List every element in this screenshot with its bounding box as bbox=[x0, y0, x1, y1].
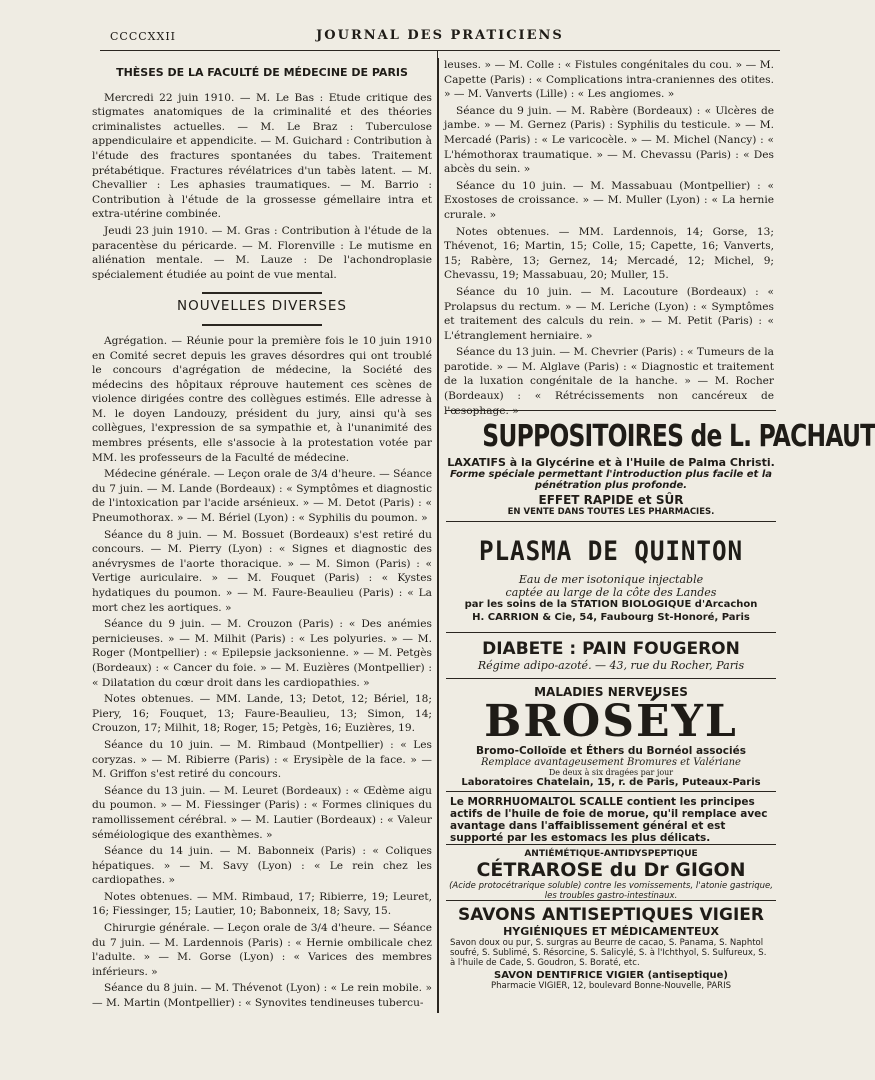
right-paragraph-5: Séance du 10 juin. — M. Lacouture (Bordeaux) : « Prolapsus du rectum. » — M. Leriche (Lyon) : « Symptômes et traitement des calculs du rein. » — M. Petit (Paris) : « L'étranglement herniaire. » bbox=[444, 285, 774, 342]
news-paragraph-1: Agrégation. — Réunie pour la première fois le 10 juin 1910 en Comité secret depuis les graves désordres qui ont troublé le concours d'agrégation de médecine, la Société des médecins des hôpitaux réprouve hautement ces scènes de violence dirigées contre des collègues estimés. Elle adresse à M. le doyen Landouzy, président du jury, ainsi qu'à ses collègues, l'expression de sa sympathie et, à l'unanimité des membres présents, elle s'associe à la protestation votée par MM. les professeurs de la Faculté de médecine. bbox=[92, 334, 432, 464]
right-paragraph-3: Séance du 10 juin. — M. Massabuau (Montpellier) : « Exostoses de croissance. » — M. Muller (Lyon) : « La hernie crurale. » bbox=[444, 179, 774, 221]
ad-vigier-title: SAVONS ANTISEPTIQUES VIGIER bbox=[458, 905, 764, 925]
ad-broseyl-l1: MALADIES NERVEUSES bbox=[534, 685, 688, 699]
column-divider bbox=[437, 58, 439, 1013]
ad-pachaut-vente: EN VENTE DANS TOUTES LES PHARMACIES. bbox=[507, 507, 715, 517]
right-column bbox=[444, 58, 774, 417]
ad-cetrarose-l2: (Acide protocétrarique soluble) contre les vomissements, l'atonie gastrique, les troubles gastro-intestinaux. bbox=[449, 881, 773, 901]
news-paragraph-6: Séance du 10 juin. — M. Rimbaud (Montpellier) : « Les coryzas. » — M. Ribierre (Paris) : « Erysipèle de la face. » — M. Griffon s'est retiré du concours. bbox=[92, 738, 432, 781]
theses-paragraph-2: Jeudi 23 juin 1910. — M. Gras : Contribution à l'étude de la paracentèse du péricarde. — M. Florenville : Le mutisme en aliénation mentale. — M. Lauze : De l'achondroplasie spécialement étudiée au point de vue mental. bbox=[92, 224, 432, 281]
ad-pachaut-effet: EFFET RAPIDE et SÛR bbox=[538, 493, 684, 507]
ad-cetrarose bbox=[446, 844, 776, 900]
ad-pachaut-title: SUPPOSITOIRES de L. PACHAUT bbox=[482, 419, 875, 454]
ad-vigier-l2: Savon doux ou pur, S. surgras au Beurre de cacao, S. Panama, S. Naphtol soufré, S. Sublimé, S. Résorcine, S. Salicylé, S. à l'Ichthyol, S. Sulfureux, S. à l'huile de Cade, S. Goudron, S. Boraté, etc. bbox=[450, 938, 767, 968]
ad-morrhuomaltol bbox=[446, 791, 776, 844]
nouvelles-title: NOUVELLES DIVERSES bbox=[177, 298, 347, 315]
ad-pachaut-sub: Forme spéciale permettant l'introduction plus facile et la pénétration plus profonde. bbox=[450, 469, 772, 491]
journal-title: JOURNAL DES PRATICIENS bbox=[316, 28, 564, 43]
left-column bbox=[92, 58, 432, 1040]
ad-vigier-l4: Pharmacie VIGIER, 12, boulevard Bonne-Nouvelle, PARIS bbox=[491, 981, 731, 991]
right-paragraph-6: Séance du 13 juin. — M. Chevrier (Paris) : « Tumeurs de la parotide. » — M. Alglave (Paris) : « Diagnostic et traitement de la luxation congénitale de la hanche. » — M. Rocher (Bordeaux) : « Rétrécissements non cancéreux de l'œsophage. » bbox=[444, 346, 774, 417]
news-paragraph-10: Chirurgie générale. — Leçon orale de 3/4 d'heure. — Séance du 7 juin. — M. Lardennois (Paris) : « Hernie ombilicale chez l'adulte. » — M. Gorse (Lyon) : « Varices des membres inférieurs. » bbox=[92, 922, 432, 978]
ad-broseyl-l4: De deux à six dragées par jour bbox=[548, 768, 674, 777]
right-paragraph-1: leuses. » — M. Colle : « Fistules congénitales du cou. » — M. Capette (Paris) : « Complications intra-craniennes des otites. » — M. Vanverts (Lille) : « Les angiomes. » bbox=[444, 59, 774, 101]
ad-broseyl-title: BROSÉYL bbox=[484, 696, 738, 747]
page-number: CCCCXXII bbox=[110, 30, 177, 43]
ad-fougeron-title: DIABETE : PAIN FOUGERON bbox=[482, 639, 740, 659]
ad-broseyl bbox=[446, 678, 776, 791]
ad-broseyl-l2: Bromo-Colloïde et Éthers du Bornéol associés bbox=[476, 745, 746, 757]
ad-pachaut bbox=[446, 410, 875, 521]
ad-morrhuomaltol-text: Le MORRHUOMALTOL SCALLE contient les principes actifs de l'huile de foie de morue, qu'il remplace avec avantage dans l'affaiblissement général et est supporté par les estomacs les plus délicats. bbox=[450, 796, 768, 844]
ad-broseyl-l5: Laboratoires Chatelain, 15, r. de Paris, Puteaux-Paris bbox=[461, 777, 761, 788]
ad-fougeron bbox=[446, 632, 776, 678]
column-divider-top bbox=[437, 50, 438, 58]
ad-quinton bbox=[446, 521, 776, 632]
title-underline bbox=[202, 324, 322, 326]
ad-cetrarose-l1: ANTIÉMÉTIQUE-ANTIDYSPEPTIQUE bbox=[524, 849, 698, 859]
ad-vigier-l3: SAVON DENTIFRICE VIGIER (antiseptique) bbox=[494, 970, 728, 981]
ad-cetrarose-title: CÉTRAROSE du Dr GIGON bbox=[476, 859, 746, 881]
ad-quinton-l4: H. CARRION & Cie, 54, Faubourg St-Honoré, Paris bbox=[472, 612, 750, 623]
ad-quinton-l2: captée au large de la côte des Landes bbox=[505, 586, 717, 599]
ad-vigier-l1: HYGIÉNIQUES ET MÉDICAMENTEUX bbox=[503, 925, 719, 938]
news-paragraph-11: Séance du 8 juin. — M. Thévenot (Lyon) : « Le rein mobile. » — M. Martin (Montpellier) : « Synovites tendineuses tubercu- bbox=[92, 982, 432, 1010]
nouvelles-title-block bbox=[177, 292, 347, 315]
ad-vigier bbox=[446, 900, 776, 1001]
theses-paragraph-1: Mercredi 22 juin 1910. — M. Le Bas : Etude critique des stigmates anatomiques de la criminalité et des théories criminalistes actuelles. — M. Le Braz : Tuberculose appendiculaire et appendicite. — M. Guichard : Contribution à l'étude des fractures spontanées du tabes. Traitement prétabétique. Fractures révélatrices d'un tabès latent. — M. Chevallier : Les aphasies traumatiques. — M. Barrio : Contribution à l'étude de la grossesse gémellaire intra et extra-utérine combinée. bbox=[92, 91, 432, 221]
news-paragraph-8: Séance du 14 juin. — M. Babonneix (Paris) : « Coliques hépatiques. » — M. Savy (Lyon) : « Le rein chez les cardiopathes. » bbox=[92, 845, 432, 887]
news-paragraph-9: Notes obtenues. — MM. Rimbaud, 17; Ribierre, 19; Leuret, 16; Fiessinger, 15; Lautier, 10; Babonneix, 18; Savy, 15. bbox=[92, 890, 432, 918]
right-paragraph-2: Séance du 9 juin. — M. Rabère (Bordeaux) : « Ulcères de jambe. » — M. Gernez (Paris) : Syphilis du testicule. » — M. Mercadé (Paris) : « Le varicocèle. » — M. Michel (Nancy) : « L'hémothorax traumatique. » — M. Chevassu (Paris) : « Des abcès du sein. » bbox=[444, 104, 774, 176]
news-paragraph-4: Séance du 9 juin. — M. Crouzon (Paris) : « Des anémies pernicieuses. » — M. Milhit (Paris) : « Les polyuries. » — M. Roger (Montpellier) : « Epilepsie jacksonienne. » — M. Petgès (Bordeaux) : « Cancer du foie. » — M. Euzières (Montpellier) : « Dilatation du cœur droit dans les cardiopathies. » bbox=[92, 618, 432, 689]
right-paragraph-4: Notes obtenues. — MM. Lardennois, 14; Gorse, 13; Thévenot, 16; Martin, 15; Colle, 15; Capette, 16; Vanverts, 15; Rabère, 13; Gernez, 14; Mercadé, 12; Michel, 9; Chevassu, 19; Massabuau, 20; Muller, 15. bbox=[444, 225, 774, 282]
ad-quinton-l3: par les soins de la STATION BIOLOGIQUE d'Arcachon bbox=[464, 599, 758, 610]
ad-quinton-l1: Eau de mer isotonique injectable bbox=[518, 573, 704, 586]
advertisements bbox=[446, 410, 875, 1001]
ad-fougeron-l1: Régime adipo-azoté. — 43, rue du Rocher, Paris bbox=[477, 659, 745, 672]
theses-title: THÈSES DE LA FACULTÉ DE MÉDECINE DE PARIS bbox=[116, 66, 408, 79]
ad-broseyl-l3: Remplace avantageusement Bromures et Valériane bbox=[481, 757, 741, 768]
news-paragraph-2: Médecine générale. — Leçon orale de 3/4 d'heure. — Séance du 7 juin. — M. Lande (Bordeaux) : « Symptômes et diagnostic de l'intoxication par l'acide arsénieux. » — M. Detot (Paris) : « Pneumothorax. » — M. Bériel (Lyon) : « Syphilis du poumon. » bbox=[92, 468, 432, 525]
ad-quinton-title: PLASMA DE QUINTON bbox=[478, 536, 744, 567]
page-header bbox=[100, 28, 780, 51]
news-paragraph-3: Séance du 8 juin. — M. Bossuet (Bordeaux) s'est retiré du concours. — M. Pierry (Lyon) : « Signes et diagnostic des anévrysmes de l'aorte thoracique. » — M. Simon (Paris) : « Vertige auriculaire. » — M. Fouquet (Paris) : « Kystes hydatiques du poumon. » — M. Faure-Beaulieu (Paris) : « La mort chez les aortiques. » bbox=[92, 528, 432, 614]
news-paragraph-7: Séance du 13 juin. — M. Leuret (Bordeaux) : « Œdème aigu du poumon. » — M. Fiessinger (Paris) : « Formes cliniques du ramollissement cérébral. » — M. Lautier (Bordeaux) : « Valeur séméiologique des exanthèmes. » bbox=[92, 784, 432, 841]
news-paragraph-5: Notes obtenues. — MM. Lande, 13; Detot, 12; Bériel, 18; Piery, 16; Fouquet, 13; Faure-Beaulieu, 13; Simon, 14; Crouzon, 17; Milhit, 18; Roger, 15; Petgès, 16; Euzières, 19. bbox=[92, 693, 432, 735]
ad-pachaut-line: LAXATIFS à la Glycérine et à l'Huile de Palma Christi. bbox=[447, 456, 775, 469]
